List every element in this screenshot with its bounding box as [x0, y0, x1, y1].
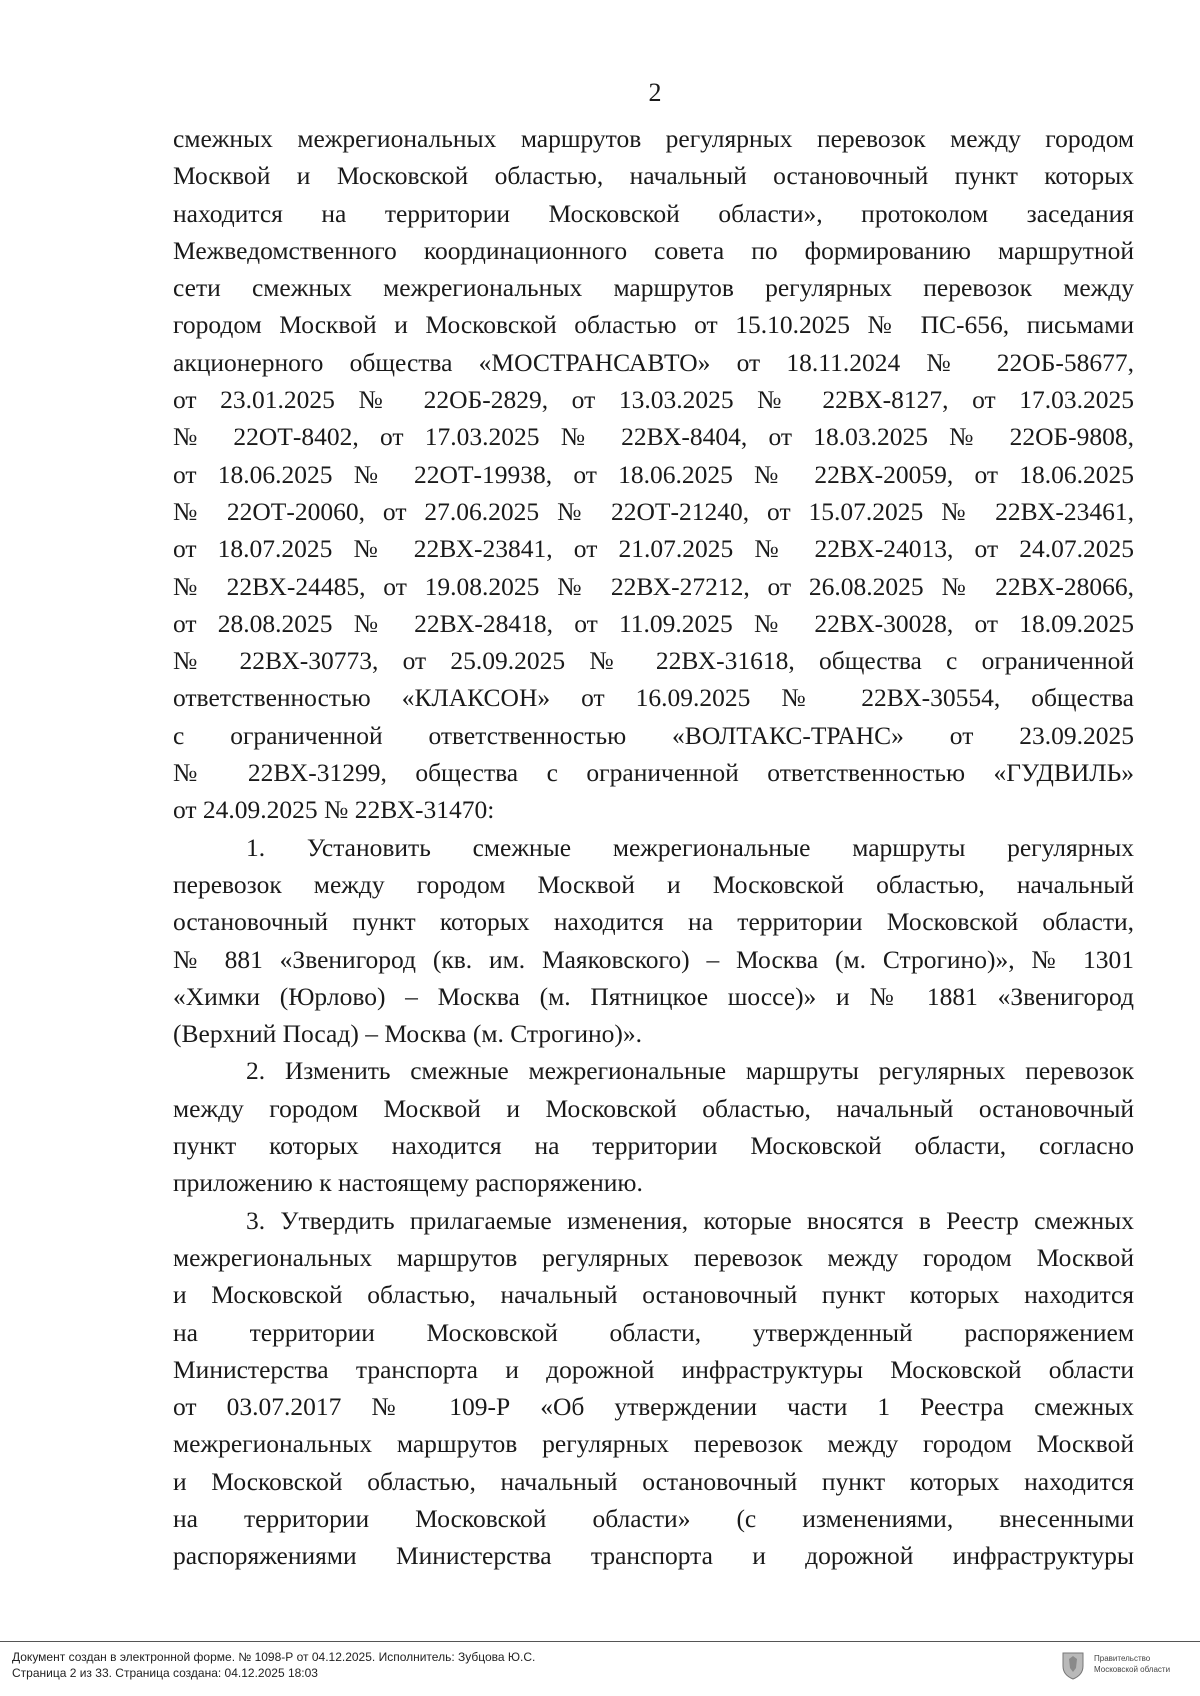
text-line: городом Москвой и Московской областью от 15.10.2025 № ПС-656, письмами	[173, 310, 1134, 340]
text-line: № 22ОТ-8402, от 17.03.2025 № 22ВХ-8404, от 18.03.2025 № 22ОБ-9808,	[173, 422, 1134, 452]
text-line: приложению к настоящему распоряжению.	[173, 1168, 643, 1198]
text-line: (Верхний Посад) – Москва (м. Строгино)».	[173, 1019, 642, 1049]
text-line: от 23.01.2025 № 22ОБ-2829, от 13.03.2025 № 22ВХ-8127, от 17.03.2025	[173, 385, 1134, 415]
footer-divider	[0, 1641, 1200, 1642]
text-line: от 03.07.2017 № 109-Р «Об утверждении части 1 Реестра смежных	[173, 1392, 1134, 1422]
paragraph	[173, 1202, 1134, 1575]
text-line: ответственностью «КЛАКСОН» от 16.09.2025 № 22ВХ-30554, общества	[173, 683, 1134, 713]
text-line: 2. Изменить смежные межрегиональные маршруты регулярных перевозок	[246, 1056, 1134, 1086]
text-line: № 22ОТ-20060, от 27.06.2025 № 22ОТ-21240, от 15.07.2025 № 22ВХ-23461,	[173, 496, 1134, 526]
text-line: с ограниченной ответственностью «ВОЛТАКС-ТРАНС» от 23.09.2025	[173, 720, 1134, 750]
text-line: от 24.09.2025 № 22ВХ-31470:	[173, 795, 495, 825]
text-line: 3. Утвердить прилагаемые изменения, которые вносятся в Реестр смежных	[246, 1205, 1134, 1235]
footer-info	[12, 1649, 535, 1681]
text-line: акционерного общества «МОСТРАНСАВТО» от 18.11.2024 № 22ОБ-58677,	[173, 347, 1134, 377]
coat-of-arms-icon	[1060, 1650, 1086, 1680]
text-line: № 22ВХ-31299, общества с ограниченной ответственностью «ГУДВИЛЬ»	[173, 758, 1134, 788]
footer-document-line: Документ создан в электронной форме. № 1098-Р от 04.12.2025. Исполнитель: Зубцова Ю.С.	[12, 1650, 536, 1664]
text-line: на территории Московской области» (с изменениями, внесенными	[173, 1503, 1134, 1533]
document-body	[173, 120, 1134, 1575]
paragraph	[173, 829, 1134, 1053]
text-line: Москвой и Московской областью, начальный остановочный пункт которых	[173, 161, 1134, 191]
logo-text-line2: Московской области	[1094, 1665, 1171, 1674]
text-line: смежных межрегиональных маршрутов регулярных перевозок между городом	[173, 124, 1134, 153]
government-logo	[1060, 1650, 1190, 1684]
logo-text-line1: Правительство	[1094, 1654, 1151, 1663]
text-line: находится на территории Московской области», протоколом заседания	[173, 198, 1134, 228]
text-line: и Московской областью, начальный остановочный пункт которых находится	[173, 1280, 1134, 1310]
text-line: и Московской областью, начальный остановочный пункт которых находится	[173, 1466, 1134, 1496]
page-number: 2	[648, 78, 662, 107]
text-line: перевозок между городом Москвой и Московской областью, начальный	[173, 869, 1134, 899]
text-line: от 18.06.2025 № 22ОТ-19938, от 18.06.2025 № 22ВХ-20059, от 18.06.2025	[173, 459, 1134, 489]
text-line: № 22ВХ-30773, от 25.09.2025 № 22ВХ-31618, общества с ограниченной	[173, 646, 1134, 676]
paragraph	[173, 1052, 1134, 1201]
text-line: пункт которых находится на территории Московской области, согласно	[173, 1131, 1134, 1161]
text-line: № 22ВХ-24485, от 19.08.2025 № 22ВХ-27212, от 26.08.2025 № 22ВХ-28066,	[173, 571, 1134, 601]
text-line: Межведомственного координационного совета по формированию маршрутной	[173, 235, 1134, 265]
text-line: от 28.08.2025 № 22ВХ-28418, от 11.09.2025 № 22ВХ-30028, от 18.09.2025	[173, 608, 1134, 638]
text-line: на территории Московской области, утвержденный распоряжением	[173, 1317, 1134, 1347]
text-line: распоряжениями Министерства транспорта и дорожной инфраструктуры	[173, 1541, 1134, 1571]
text-line: между городом Москвой и Московской областью, начальный остановочный	[173, 1093, 1134, 1123]
text-line: № 881 «Звенигород (кв. им. Маяковского) – Москва (м. Строгино)», № 1301	[173, 944, 1134, 974]
text-line: межрегиональных маршрутов регулярных перевозок между городом Москвой	[173, 1242, 1134, 1272]
text-line: сети смежных межрегиональных маршрутов регулярных перевозок между	[173, 273, 1134, 303]
text-line: Министерства транспорта и дорожной инфраструктуры Московской области	[173, 1354, 1134, 1384]
text-line: остановочный пункт которых находится на территории Московской области,	[173, 907, 1134, 937]
text-line: межрегиональных маршрутов регулярных перевозок между городом Москвой	[173, 1429, 1134, 1459]
text-line: от 18.07.2025 № 22ВХ-23841, от 21.07.2025 № 22ВХ-24013, от 24.07.2025	[173, 534, 1134, 564]
text-line: 1. Установить смежные межрегиональные маршруты регулярных	[246, 832, 1134, 862]
text-line: «Химки (Юрлово) – Москва (м. Пятницкое шоссе)» и № 1881 «Звенигород	[173, 981, 1134, 1011]
footer-page-line: Страница 2 из 33. Страница создана: 04.12.2025 18:03	[12, 1666, 318, 1680]
paragraph	[173, 120, 1134, 829]
